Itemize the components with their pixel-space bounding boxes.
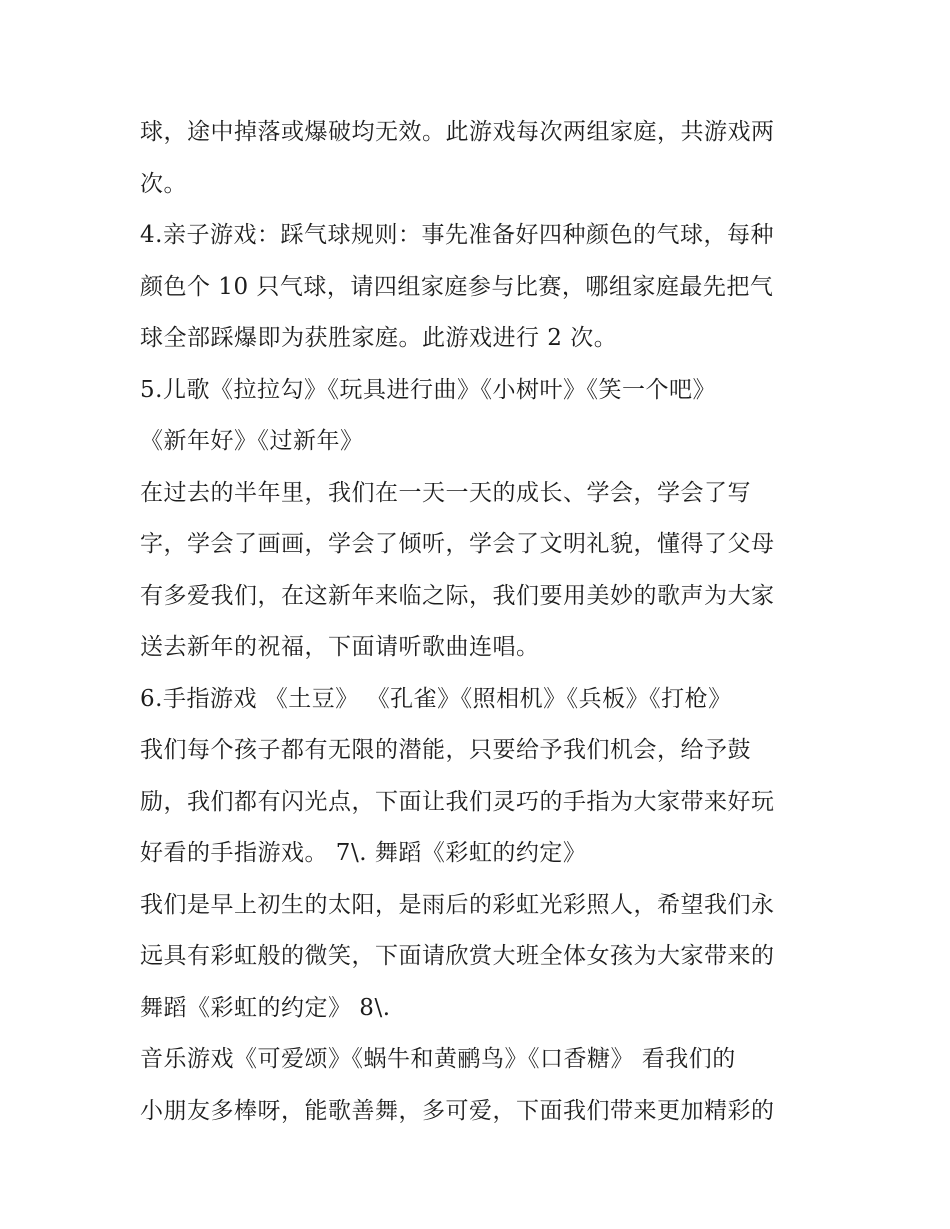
text-line: 舞蹈《彩虹的约定》 8\. [140, 994, 391, 1021]
text-line: 小朋友多棒呀，能歌善舞，多可爱，下面我们带来更加精彩的 [140, 1097, 775, 1124]
text-line: 有多爱我们，在这新年来临之际，我们要用美妙的歌声为大家 [140, 582, 775, 609]
text-line: 励，我们都有闪光点，下面让我们灵巧的手指为大家带来好玩 [140, 788, 775, 815]
text-line: 我们是早上初生的太阳，是雨后的彩虹光彩照人，希望我们永 [140, 891, 775, 918]
document-body [140, 107, 820, 1137]
text-line: 球全部踩爆即为获胜家庭。此游戏进行 2 次。 [140, 325, 618, 351]
text-line: 我们每个孩子都有无限的潜能，只要给予我们机会，给予鼓 [140, 737, 751, 763]
text-line: 5.儿歌《拉拉勾》《玩具进行曲》《小树叶》《笑一个吧》 [140, 376, 716, 403]
text-line: 颜色个 10 只气球，请四组家庭参与比赛，哪组家庭最先把气 [140, 273, 774, 300]
text-line: 《新年好》《过新年》 [140, 428, 364, 454]
text-line: 4.亲子游戏：踩气球规则：事先准备好四种颜色的气球，每种 [140, 222, 774, 248]
text-line: 次。 [140, 170, 187, 197]
text-line: 音乐游戏《可爱颂》《蜗牛和黄鹂鸟》《口香糖》 看我们的 [140, 1046, 736, 1072]
text-line: 送去新年的祝福，下面请听歌曲连唱。 [140, 634, 540, 660]
text-line: 6.手指游戏 《土豆》 《孔雀》《照相机》《兵板》《打枪》 [140, 685, 732, 712]
text-line: 好看的手指游戏。 7\. 舞蹈《彩虹的约定》 [140, 840, 587, 866]
text-line: 球，途中掉落或爆破均无效。此游戏每次两组家庭，共游戏两 [140, 119, 775, 145]
text-line: 字，学会了画画，学会了倾听，学会了文明礼貌，懂得了父母 [140, 531, 775, 557]
text-line: 远具有彩虹般的微笑，下面请欣赏大班全体女孩为大家带来的 [140, 943, 775, 969]
text-line: 在过去的半年里，我们在一天一天的成长、学会，学会了写 [140, 479, 751, 506]
